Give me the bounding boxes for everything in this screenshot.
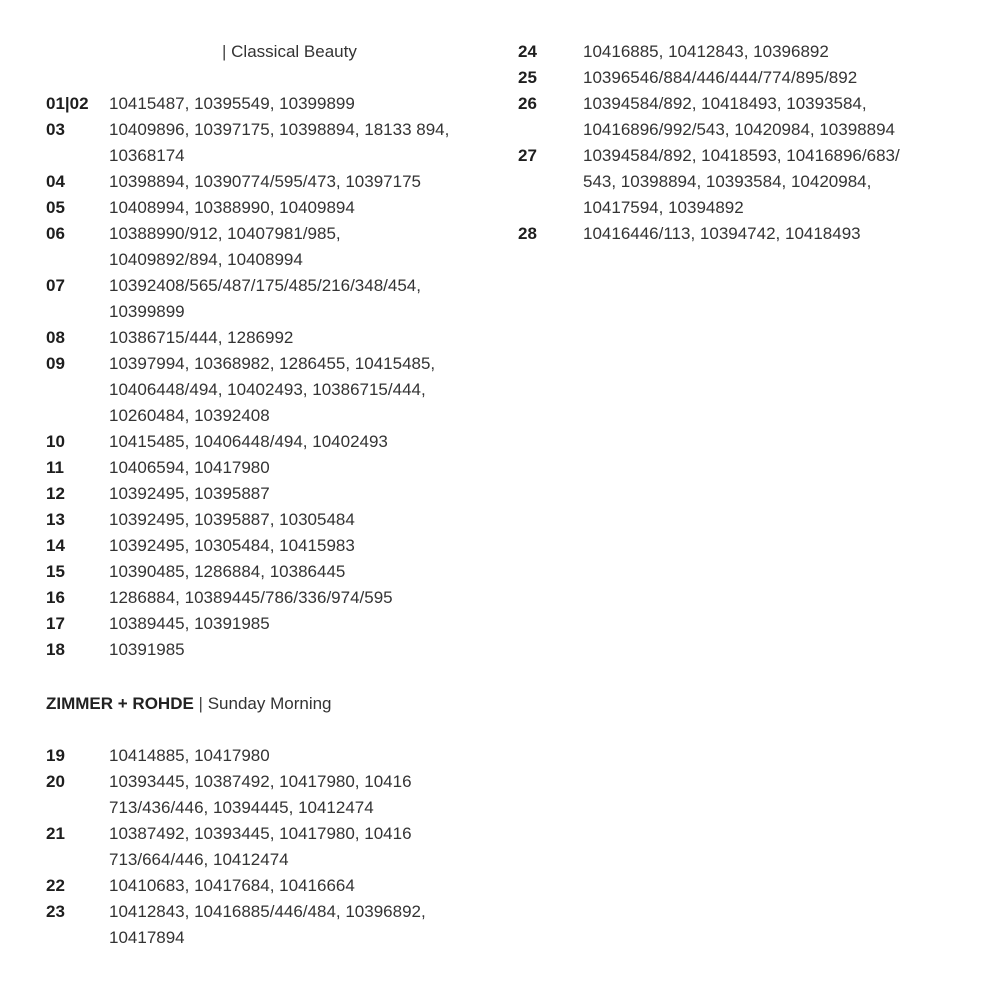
entry-number: 14 — [46, 536, 65, 555]
entry-row — [46, 637, 449, 663]
entry-number: 15 — [46, 562, 65, 581]
entry-row — [518, 91, 900, 143]
entry-code-line: 713/436/446, 10394445, 10412474 — [109, 798, 374, 817]
entry-code-line: 10392495, 10305484, 10415983 — [109, 536, 355, 555]
entry-codes — [109, 91, 449, 117]
entry-codes — [109, 325, 449, 351]
entry-row — [518, 65, 900, 91]
entry-code-line: 10414885, 10417980 — [109, 746, 270, 765]
entry-codes — [109, 637, 449, 663]
entry-number: 19 — [46, 746, 65, 765]
entry-number: 08 — [46, 328, 65, 347]
entry-codes — [109, 533, 449, 559]
entry-list-classical-beauty — [46, 91, 449, 663]
entry-codes — [109, 455, 449, 481]
entry-codes — [109, 117, 449, 169]
entry-row — [518, 39, 900, 65]
entry-codes — [109, 899, 426, 951]
entry-row — [46, 195, 449, 221]
entry-row — [46, 169, 449, 195]
entry-number: 17 — [46, 614, 65, 633]
entry-codes — [109, 821, 426, 873]
entry-codes — [109, 273, 449, 325]
entry-code-line: 10368174 — [109, 146, 185, 165]
entry-code-line: 1286884, 10389445/786/336/974/595 — [109, 588, 393, 607]
entry-code-line: 10387492, 10393445, 10417980, 10416 — [109, 824, 412, 843]
entry-code-line: 10415485, 10406448/494, 10402493 — [109, 432, 388, 451]
entry-code-line: 10416896/992/543, 10420984, 10398894 — [583, 120, 895, 139]
section-heading-sunday-morning — [46, 691, 332, 717]
entry-row — [518, 143, 900, 221]
entry-row — [46, 221, 449, 273]
entry-code-line: 10388990/912, 10407981/985, — [109, 224, 341, 243]
entry-code-line: 10409896, 10397175, 10398894, 18133 894, — [109, 120, 450, 139]
section-separator: | — [222, 42, 227, 61]
entry-codes — [109, 769, 426, 821]
entry-code-line: 10398894, 10390774/595/473, 10397175 — [109, 172, 421, 191]
entry-code-line: 10409892/894, 10408994 — [109, 250, 303, 269]
entry-row — [46, 559, 449, 585]
entry-number: 23 — [46, 902, 65, 921]
entry-code-line: 10391985 — [109, 640, 185, 659]
entry-number: 28 — [518, 224, 537, 243]
entry-code-line: 10417594, 10394892 — [583, 198, 744, 217]
entry-row — [46, 429, 449, 455]
entry-code-line: 10397994, 10368982, 1286455, 10415485, — [109, 354, 436, 373]
entry-code-line: 543, 10398894, 10393584, 10420984, — [583, 172, 872, 191]
entry-number: 10 — [46, 432, 65, 451]
entry-number: 26 — [518, 94, 537, 113]
entry-code-line: 10406448/494, 10402493, 10386715/444, — [109, 380, 426, 399]
entry-codes — [109, 585, 449, 611]
entry-number: 18 — [46, 640, 65, 659]
entry-number: 01|02 — [46, 94, 89, 113]
entry-codes — [583, 39, 900, 65]
section-heading-classical-beauty — [222, 39, 357, 65]
entry-code-line: 713/664/446, 10412474 — [109, 850, 289, 869]
entry-row — [46, 769, 426, 821]
entry-number: 06 — [46, 224, 65, 243]
entry-row — [46, 743, 426, 769]
entry-codes — [109, 611, 449, 637]
entry-number: 09 — [46, 354, 65, 373]
entry-code-line: 10260484, 10392408 — [109, 406, 270, 425]
entry-code-line: 10416885, 10412843, 10396892 — [583, 42, 829, 61]
entry-number: 25 — [518, 68, 537, 87]
entry-row — [46, 507, 449, 533]
entry-number: 21 — [46, 824, 65, 843]
entry-row — [46, 351, 449, 429]
entry-code-line: 10393445, 10387492, 10417980, 10416 — [109, 772, 412, 791]
entry-row — [46, 821, 426, 873]
entry-number: 03 — [46, 120, 65, 139]
entry-number: 20 — [46, 772, 65, 791]
entry-code-line: 10410683, 10417684, 10416664 — [109, 876, 355, 895]
entry-code-line: 10406594, 10417980 — [109, 458, 270, 477]
entry-code-line: 10399899 — [109, 302, 185, 321]
entry-codes — [109, 559, 449, 585]
entry-code-line: 10392495, 10395887 — [109, 484, 270, 503]
entry-codes — [583, 221, 900, 247]
entry-codes — [109, 169, 449, 195]
entry-row — [46, 117, 449, 169]
entry-row — [46, 873, 426, 899]
entry-code-line: 10415487, 10395549, 10399899 — [109, 94, 355, 113]
entry-codes — [109, 429, 449, 455]
entry-number: 27 — [518, 146, 537, 165]
entry-code-line: 10389445, 10391985 — [109, 614, 270, 633]
entry-codes — [583, 91, 900, 143]
entry-codes — [109, 507, 449, 533]
entry-code-line: 10394584/892, 10418493, 10393584, — [583, 94, 867, 113]
entry-row — [46, 611, 449, 637]
entry-row — [46, 585, 449, 611]
entry-code-line: 10408994, 10388990, 10409894 — [109, 198, 355, 217]
entry-number: 22 — [46, 876, 65, 895]
entry-code-line: 10392408/565/487/175/485/216/348/454, — [109, 276, 421, 295]
section-title: Sunday Morning — [207, 694, 332, 713]
entry-row — [46, 899, 426, 951]
entry-number: 11 — [46, 458, 64, 477]
entry-codes — [109, 221, 449, 273]
entry-code-line: 10386715/444, 1286992 — [109, 328, 294, 347]
section-title: Classical Beauty — [231, 42, 357, 61]
entry-number: 04 — [46, 172, 65, 191]
entry-codes — [109, 873, 426, 899]
entry-code-line: 10396546/884/446/444/774/895/892 — [583, 68, 858, 87]
entry-codes — [583, 65, 900, 91]
entry-code-line: 10394584/892, 10418593, 10416896/683/ — [583, 146, 900, 165]
entry-row — [46, 533, 449, 559]
entry-row — [46, 91, 449, 117]
entry-codes — [583, 143, 900, 221]
entry-codes — [109, 743, 426, 769]
entry-list-continued — [518, 39, 900, 247]
entry-row — [46, 481, 449, 507]
entry-row — [518, 221, 900, 247]
entry-code-line: 10390485, 1286884, 10386445 — [109, 562, 346, 581]
entry-row — [46, 325, 449, 351]
entry-number: 13 — [46, 510, 65, 529]
section-brand: ZIMMER + ROHDE — [46, 694, 194, 713]
entry-row — [46, 273, 449, 325]
entry-code-line: 10417894 — [109, 928, 185, 947]
entry-list-sunday-morning — [46, 743, 426, 951]
entry-number: 16 — [46, 588, 65, 607]
entry-codes — [109, 481, 449, 507]
entry-code-line: 10412843, 10416885/446/484, 10396892, — [109, 902, 426, 921]
entry-codes — [109, 351, 449, 429]
entry-number: 05 — [46, 198, 65, 217]
entry-number: 24 — [518, 42, 537, 61]
entry-row — [46, 455, 449, 481]
section-separator: | — [198, 694, 203, 713]
entry-code-line: 10392495, 10395887, 10305484 — [109, 510, 355, 529]
entry-codes — [109, 195, 449, 221]
entry-number: 12 — [46, 484, 65, 503]
entry-number: 07 — [46, 276, 65, 295]
entry-code-line: 10416446/113, 10394742, 10418493 — [583, 224, 861, 243]
